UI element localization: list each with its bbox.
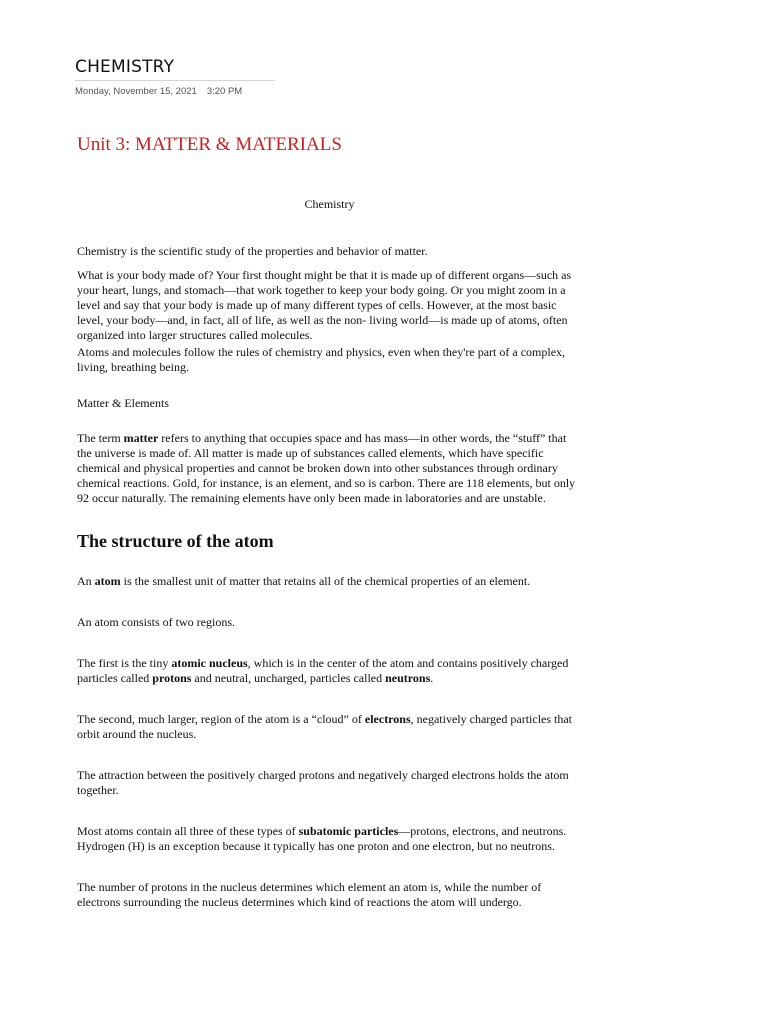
structure-heading: The structure of the atom bbox=[77, 531, 274, 551]
protons-paragraph: The number of protons in the nucleus determines which element an atom is, while the number of electrons surrounding the nucleus determines which kind of reactions the atom will undergo. bbox=[77, 880, 542, 909]
time-label: 3:20 PM bbox=[206, 86, 243, 97]
matter-paragraph: The term matter refers to anything that occupies space and has mass—in other words, the “stuff” that the universe is made of. All matter is made up of substances called elements, which have specific chemical and physical properties and cannot be broken down into other substances through ordinary chemical reactions. Gold, for instance, is an element, and so is carbon. There are 118 elements, but only 92 occur naturally. The remaining elements have only been made in laboratories and are unstable. bbox=[77, 431, 576, 505]
subatomic-paragraph: Most atoms contain all three of these types of subatomic particles—protons, electrons, and neutrons. Hydrogen (H) is an exception because it typically has one proton and one electron, but no neutrons. bbox=[77, 824, 567, 853]
atoms-paragraph: Atoms and molecules follow the rules of chemistry and physics, even when they're part of a complex, living, breathing being. bbox=[77, 345, 566, 374]
nucleus-paragraph: The first is the tiny atomic nucleus, which is in the center of the atom and contains positively charged particles called protons and neutral, uncharged, particles called neutrons. bbox=[77, 656, 569, 685]
date-label: Monday, November 15, 2021 bbox=[75, 86, 197, 97]
matter-term: matter bbox=[123, 431, 159, 445]
note-content[interactable] bbox=[77, 134, 582, 910]
two-regions-paragraph: An atom consists of two regions. bbox=[77, 615, 235, 629]
definition-paragraph: Chemistry is the scientific study of the properties and behavior of matter. bbox=[77, 244, 428, 258]
notebook-title[interactable]: CHEMISTRY bbox=[75, 56, 275, 81]
page-header bbox=[75, 56, 275, 97]
unit-title: Unit 3: MATTER & MATERIALS bbox=[77, 134, 342, 155]
electrons-paragraph: The second, much larger, region of the atom is a “cloud” of electrons, negatively charged particles that orbit around the nucleus. bbox=[77, 712, 573, 741]
section-title: Chemistry bbox=[304, 197, 355, 211]
timestamp bbox=[75, 86, 275, 97]
atom-term: atom bbox=[94, 574, 121, 588]
matter-subheading: Matter & Elements bbox=[77, 396, 169, 410]
atom-definition: An atom is the smallest unit of matter that retains all of the chemical properties of an element. bbox=[77, 574, 531, 588]
attraction-paragraph: The attraction between the positively charged protons and negatively charged electrons holds the atom together. bbox=[77, 768, 569, 797]
body-paragraph: What is your body made of? Your first thought might be that it is made up of different organs—such as your heart, lungs, and stomach—that work together to keep your body going. Or you might zoom in a level and say that your body is made up of many different types of cells. However, at the most basic level, your body—and, in fact, all of life, as well as the non- living world—is made up of atoms, often organized into larger structures called molecules. bbox=[77, 268, 572, 342]
